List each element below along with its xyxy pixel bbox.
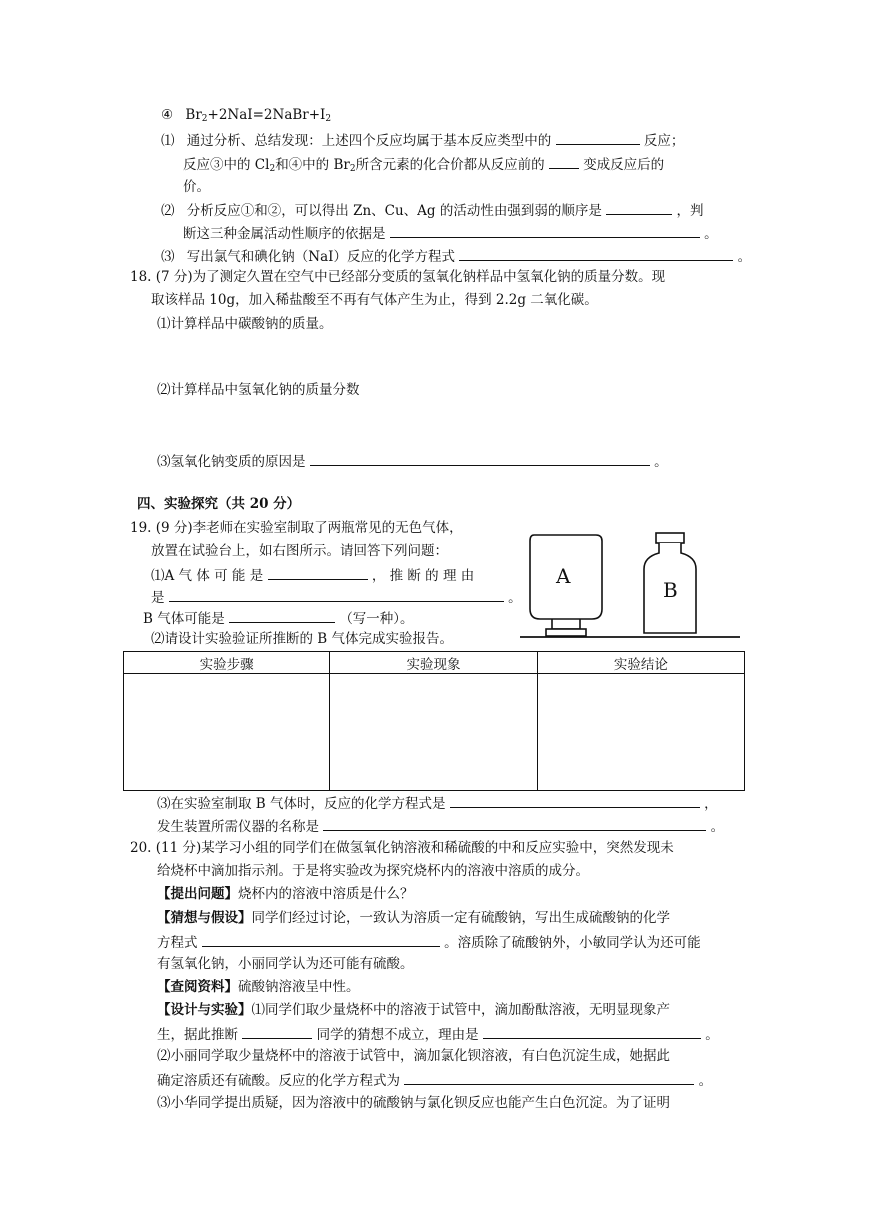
answer-blank[interactable] <box>169 587 504 602</box>
q19-part1-line2: 是 。 <box>151 587 522 607</box>
q19-part3-line1: ⑶在实验室制取 B 气体时，反应的化学方程式是 ， <box>157 793 718 813</box>
phenomena-cell[interactable] <box>330 674 537 791</box>
q19-part3-line2: 发生装置所需仪器的名称是 。 <box>157 816 724 836</box>
answer-blank[interactable] <box>483 1024 701 1039</box>
q20-design-line2: 生，据此推断 同学的猜想不成立，理由是 。 <box>157 1024 719 1044</box>
q19-part2: ⑵请设计实验验证所推断的 B 气体完成实验报告。 <box>151 631 454 647</box>
header-conclusion: 实验结论 <box>537 652 744 674</box>
header-phenomena: 实验现象 <box>330 652 537 674</box>
answer-blank[interactable] <box>268 565 368 580</box>
q20-hypothesis-line3: 有氢氧化钠，小丽同学认为还可能有硫酸。 <box>157 956 414 972</box>
q17-part1-line2: 反应③中的 $Cl_2$和④中的 $Br_2$所含元素的化合价都从反应前的 变成反应后的 <box>183 154 664 178</box>
answer-blank[interactable] <box>310 451 650 466</box>
answer-blank[interactable] <box>549 154 579 169</box>
q18-part3: ⑶氢氧化钠变质的原因是 。 <box>157 451 668 471</box>
answer-blank[interactable] <box>390 223 700 238</box>
q19-part1-line3: B 气体可能是 （写一种）。 <box>143 608 414 628</box>
bottle-a-label: A <box>556 564 571 588</box>
q20-stem-line2: 给烧杯中滴加指示剂。于是将实验改为探究烧杯内的溶液中溶质的成分。 <box>157 863 589 879</box>
q20-design-line5: ⑶小华同学提出质疑，因为溶液中的硫酸钠与氯化钡反应也能产生白色沉淀。为了证明 <box>157 1095 670 1111</box>
q19-stem-line1: 19. (9 分)李老师在实验室制取了两瓶常见的无色气体， <box>130 520 463 536</box>
answer-blank[interactable] <box>450 793 700 808</box>
table-row <box>124 674 745 791</box>
q18-stem-line1: 18. (7 分)为了测定久置在空气中已经部分变质的氢氧化钠样品中氢氧化钠的质量分数。现 <box>130 269 666 285</box>
item-number: ④ <box>161 107 174 123</box>
bottle-b-icon <box>644 533 696 633</box>
answer-blank[interactable] <box>459 246 733 261</box>
q17-part2-line2: 断这三种金属活动性顺序的依据是 。 <box>183 223 718 243</box>
answer-blank[interactable] <box>606 200 672 215</box>
answer-blank[interactable] <box>556 130 640 145</box>
answer-blank[interactable] <box>323 816 706 831</box>
q20-hypothesis-line2: 方程式 。溶质除了硫酸钠外，小敏同学认为还可能 <box>157 932 701 952</box>
q20-design-line3: ⑵小丽同学取少量烧杯中的溶液于试管中，滴加氯化钡溶液，有白色沉淀生成，她据此 <box>157 1048 670 1064</box>
q17-part1-line3: 价。 <box>183 179 210 195</box>
q18-part1: ⑴计算样品中碳酸钠的质量。 <box>157 316 333 332</box>
header-steps: 实验步骤 <box>124 652 330 674</box>
section-title: 四、实验探究（共 20 分） <box>137 496 301 512</box>
experiment-report-table <box>123 651 745 791</box>
answer-blank[interactable] <box>229 608 335 623</box>
q18-stem-line2: 取该样品 10g，加入稀盐酸至不再有气体产生为止，得到 2.2g 二氧化碳。 <box>151 292 598 308</box>
reaction-4: ④ $Br_2+2NaI=2NaBr+I_2$ <box>161 107 332 124</box>
q20-question: 【提出问题】烧杯内的溶液中溶质是什么？ <box>157 886 414 902</box>
q20-design-line1: 【设计与实验】⑴同学们取少量烧杯中的溶液于试管中，滴加酚酞溶液，无明显现象产 <box>157 1002 670 1018</box>
q17-part1-line1: ⑴ 通过分析、总结发现：上述四个反应均属于基本反应类型中的 反应； <box>161 130 684 150</box>
answer-blank[interactable] <box>202 932 440 947</box>
steps-cell[interactable] <box>124 674 330 791</box>
bottle-b-label: B <box>663 578 678 602</box>
bottle-a-icon <box>530 535 602 636</box>
table-header-row <box>124 652 745 674</box>
q19-part1-line1: ⑴A 气 体 可 能 是 ， 推 断 的 理 由 <box>151 565 474 585</box>
q20-reference: 【查阅资料】硫酸钠溶液呈中性。 <box>157 979 360 995</box>
q20-design-line4: 确定溶质还有硫酸。反应的化学方程式为 。 <box>157 1070 712 1090</box>
answer-blank[interactable] <box>242 1024 312 1039</box>
q17-part3: ⑶ 写出氯气和碘化钠（NaI）反应的化学方程式 。 <box>161 246 751 266</box>
gas-bottles-figure <box>520 527 740 643</box>
q17-part2-line1: ⑵ 分析反应①和②，可以得出 Zn、Cu、Ag 的活动性由强到弱的顺序是 ，判 <box>161 200 703 220</box>
q19-stem-line2: 放置在试验台上，如右图所示。请回答下列问题： <box>151 543 448 559</box>
conclusion-cell[interactable] <box>537 674 744 791</box>
q20-stem-line1: 20. (11 分)某学习小组的同学们在做氢氧化钠溶液和稀硫酸的中和反应实验中，突然发现未 <box>130 840 674 856</box>
q20-hypothesis-line1: 【猜想与假设】同学们经过讨论，一致认为溶质一定有硫酸钠，写出生成硫酸钠的化学 <box>157 910 670 926</box>
q18-part2: ⑵计算样品中氢氧化钠的质量分数 <box>157 382 360 398</box>
answer-blank[interactable] <box>404 1070 694 1085</box>
